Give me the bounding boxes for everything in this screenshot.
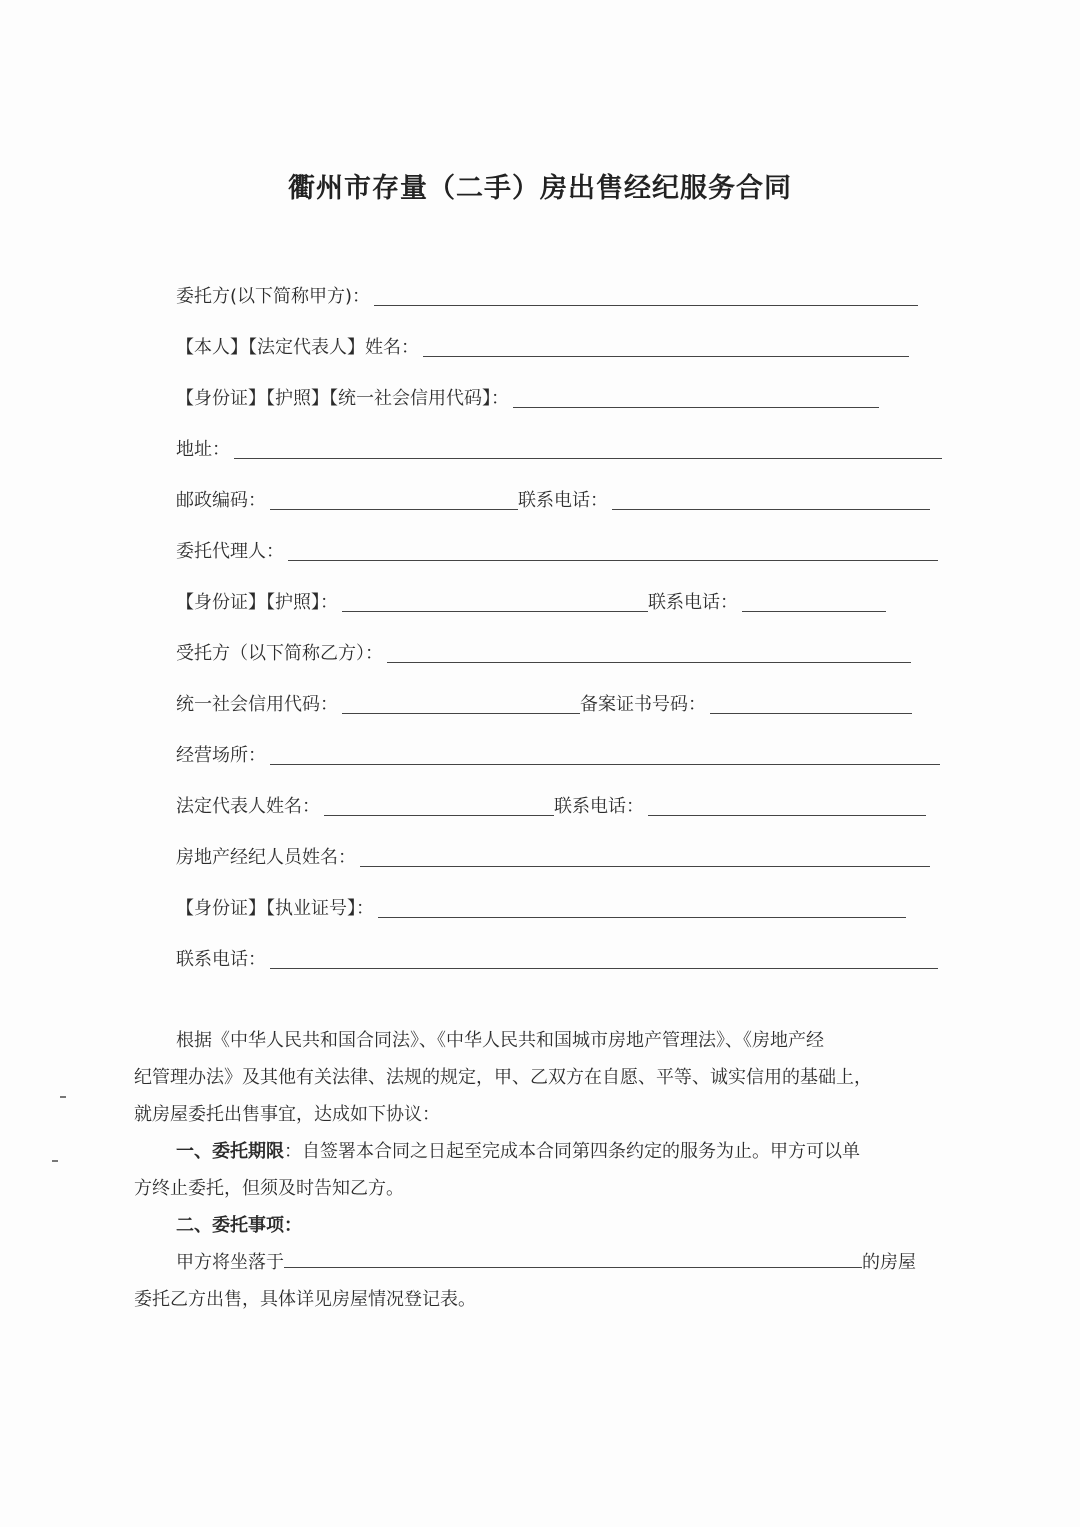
broker-id-label: 【身份证】【执业证号】： [176,898,374,919]
premises-label: 经营场所： [176,745,266,766]
id-types-row [176,382,879,412]
client-label: 委托方(以下简称甲方)： [176,286,371,307]
broker-phone-row [176,943,938,973]
name-label: 【本人】【法定代表人】姓名： [176,337,419,358]
scan-speck [52,1160,58,1162]
section-1-line-1 [176,1133,940,1170]
legal-rep-label: 法定代表人姓名： [176,796,320,817]
broker-id-blank[interactable] [378,916,906,918]
broker-name-row [176,841,930,871]
intro-line-3: 就房屋委托出售事宜，达成如下协议： [134,1104,440,1125]
scan-speck [60,1096,66,1098]
contract-body [134,1022,940,1318]
agent-id-blank[interactable] [342,610,648,612]
postcode-blank[interactable] [270,508,518,510]
agent-blank[interactable] [288,559,938,561]
broker-name-blank[interactable] [360,865,930,867]
address-label: 地址： [176,439,230,460]
trustee-label: 受托方（以下简称乙方）： [176,643,383,664]
agent-phone-blank[interactable] [742,610,886,612]
credit-code-row [176,688,912,718]
phone1-label: 联系电话： [518,490,608,511]
section-1-heading: 一、委托期限 [176,1141,284,1162]
section-1-text: ：自签署本合同之日起至完成本合同第四条约定的服务为止。甲方可以单 [284,1141,860,1162]
credit-code-blank[interactable] [342,712,580,714]
section-2-line-1 [176,1244,940,1281]
broker-id-row [176,892,906,922]
legal-rep-phone-label: 联系电话： [554,796,644,817]
postcode-row [176,484,930,514]
page-title: 衢州市存量（二手）房出售经纪服务合同 [288,173,792,204]
phone1-blank[interactable] [612,508,930,510]
legal-rep-phone-blank[interactable] [648,814,926,816]
section-2-prefix: 甲方将坐落于 [176,1252,284,1273]
client-blank[interactable] [374,304,918,306]
broker-phone-blank[interactable] [270,967,938,969]
agent-id-label: 【身份证】【护照】： [176,592,338,613]
trustee-blank[interactable] [387,661,911,663]
record-no-blank[interactable] [710,712,912,714]
section-2-line-2: 委托乙方出售，具体详见房屋情况登记表。 [134,1289,476,1310]
legal-rep-blank[interactable] [324,814,554,816]
intro-line-1: 根据《中华人民共和国合同法》、《中华人民共和国城市房地产管理法》、《房地产经 [176,1030,824,1051]
legal-rep-row [176,790,926,820]
section-2-heading: 二、委托事项： [176,1215,302,1236]
agent-phone-label: 联系电话： [648,592,738,613]
premises-row [176,739,940,769]
agent-row [176,535,938,565]
section-1-line-2: 方终止委托，但须及时告知乙方。 [134,1178,404,1199]
agent-label: 委托代理人： [176,541,284,562]
address-blank[interactable] [234,457,942,459]
id-types-label: 【身份证】【护照】【统一社会信用代码】： [176,388,509,409]
id-types-blank[interactable] [513,406,879,408]
postcode-label: 邮政编码： [176,490,266,511]
trustee-row [176,637,911,667]
premises-blank[interactable] [270,763,940,765]
broker-name-label: 房地产经纪人员姓名： [176,847,356,868]
name-blank[interactable] [423,355,909,357]
name-row [176,331,909,361]
record-no-label: 备案证书号码： [580,694,706,715]
broker-phone-label: 联系电话： [176,949,266,970]
credit-code-label: 统一社会信用代码： [176,694,338,715]
address-row [176,433,942,463]
agent-id-row [176,586,886,616]
client-row [176,280,918,310]
section-2-suffix: 的房屋 [862,1252,916,1273]
property-location-blank[interactable] [284,1249,862,1268]
intro-line-2: 纪管理办法》及其他有关法律、法规的规定，甲、乙双方在自愿、平等、诚实信用的基础上， [134,1067,872,1088]
